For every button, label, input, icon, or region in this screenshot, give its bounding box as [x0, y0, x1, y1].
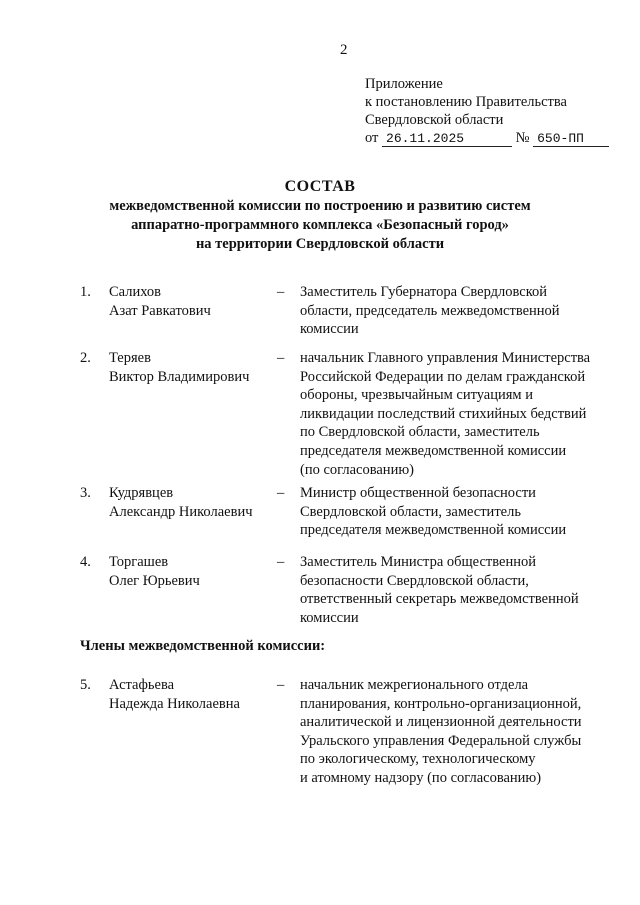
role-line: аналитической и лицензионной деятельности — [300, 714, 582, 731]
member-name — [109, 283, 211, 320]
role-line: по Свердловской области, заместитель — [300, 424, 540, 441]
member-surname: Кудрявцев — [109, 485, 174, 501]
appendix-line-1: Приложение — [365, 76, 443, 92]
role-line: председателя межведомственной комиссии — [300, 522, 567, 539]
role-line: комиссии — [300, 321, 359, 338]
members-section-heading: Члены межведомственной комиссии: — [80, 638, 326, 654]
role-line: Министр общественной безопасности — [300, 485, 536, 501]
member-name — [109, 553, 200, 590]
member-surname: Торгашев — [109, 554, 169, 570]
role-line: по экологическому, технологическому — [300, 751, 536, 768]
entry-index: 4. — [80, 554, 91, 570]
member-name — [109, 676, 240, 713]
role-line: Российской Федерации по делам гражданской — [300, 368, 586, 385]
member-role — [300, 676, 620, 788]
role-line: ответственный секретарь межведомственной — [300, 591, 579, 608]
member-surname: Салихов — [109, 284, 162, 300]
entry-index: 5. — [80, 677, 91, 693]
document-title — [0, 177, 640, 254]
number-prefix: № — [515, 130, 530, 146]
member-given-name: Александр Николаевич — [109, 503, 253, 520]
member-given-name: Надежда Николаевна — [109, 695, 240, 712]
appendix-header — [365, 75, 609, 147]
role-line: безопасности Свердловской области, — [300, 572, 529, 589]
entry-index: 3. — [80, 485, 91, 501]
role-line: и атомному надзору (по согласованию) — [300, 769, 542, 786]
title-sub-1: межведомственной комиссии по построению и развитию систем — [109, 198, 531, 214]
dash: – — [277, 350, 285, 366]
member-given-name: Виктор Владимирович — [109, 368, 250, 385]
dash: – — [277, 554, 285, 570]
role-line: начальник Главного управления Министерства — [300, 350, 591, 366]
page-number: 2 — [340, 42, 348, 58]
dash: – — [277, 485, 285, 501]
member-given-name: Олег Юрьевич — [109, 572, 200, 589]
dash: – — [277, 677, 285, 693]
role-line: обороны, чрезвычайным ситуациям и — [300, 387, 533, 404]
member-name — [109, 349, 249, 386]
member-surname: Теряев — [109, 350, 151, 366]
title-sub-3: на территории Свердловской области — [195, 236, 445, 252]
member-given-name: Азат Равкатович — [109, 302, 211, 319]
title-sub-2: аппаратно-программного комплекса «Безопасный город» — [131, 217, 509, 233]
role-line: председателя межведомственной комиссии — [300, 442, 567, 459]
appendix-date-number — [365, 129, 609, 147]
member-role — [300, 349, 620, 479]
appendix-line-3: Свердловской области — [365, 112, 504, 128]
role-line: области, председатель межведомственной — [300, 302, 560, 319]
decree-number: 650-ПП — [533, 131, 609, 147]
member-name — [109, 484, 253, 521]
role-line: ликвидации последствий стихийных бедствий — [300, 405, 587, 422]
role-line: Заместитель Губернатора Свердловской — [300, 284, 548, 300]
member-role — [300, 553, 620, 627]
entry-index: 1. — [80, 284, 91, 300]
member-surname: Астафьева — [109, 677, 175, 693]
entry-index: 2. — [80, 350, 91, 366]
role-line: Свердловской области, заместитель — [300, 503, 521, 520]
appendix-line-2: к постановлению Правительства — [365, 94, 567, 110]
role-line: комиссии — [300, 609, 359, 626]
role-line: Заместитель Министра общественной — [300, 554, 536, 570]
date-prefix: от — [365, 130, 379, 146]
role-line: Уральского управления Федеральной службы — [300, 732, 582, 749]
role-line: начальник межрегионального отдела — [300, 677, 529, 693]
role-line: планирования, контрольно-организационной, — [300, 695, 582, 712]
member-role — [300, 484, 620, 540]
member-role — [300, 283, 620, 339]
decree-date: 26.11.2025 — [382, 131, 512, 147]
role-line: (по согласованию) — [300, 461, 414, 478]
dash: – — [277, 284, 285, 300]
title-main: СОСТАВ — [284, 178, 356, 195]
